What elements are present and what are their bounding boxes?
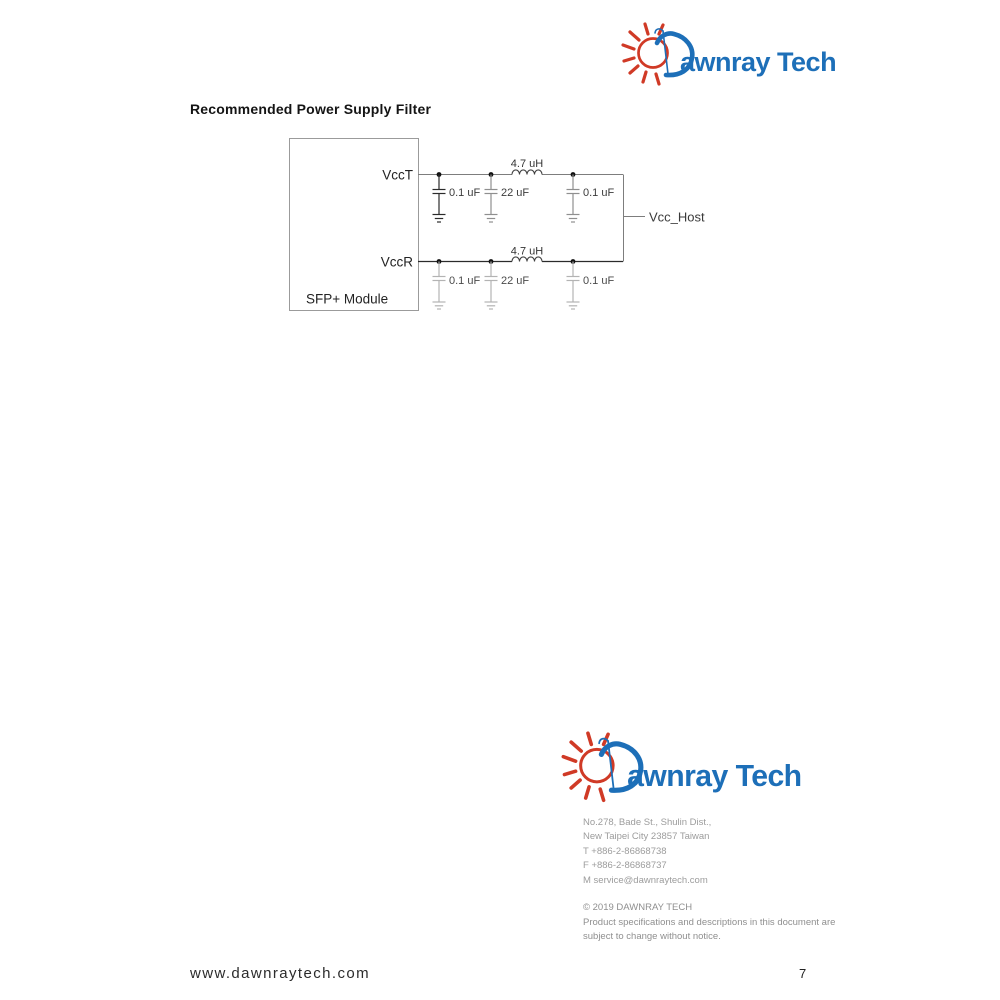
contact-info: [583, 816, 711, 888]
host-label: Vcc_Host: [649, 209, 705, 225]
contact-address-line: No.278, Bade St., Shulin Dist.,: [583, 817, 712, 828]
capacitor-icon: [567, 262, 580, 310]
brand-logo-bottom: [554, 722, 812, 807]
power-supply-filter-schematic: [278, 128, 723, 333]
cap-value: 0.1 uF: [583, 187, 615, 199]
footer-website-url: www.dawnraytech.com: [190, 965, 370, 982]
page-number: 7: [799, 966, 807, 981]
contact-phone: T +886-2-86868738: [583, 845, 667, 857]
sun-icon: [623, 24, 668, 84]
brand-logo-text: awnray Tech: [680, 47, 837, 77]
brand-logo-top: [615, 14, 845, 90]
legal-notice: [583, 901, 835, 945]
capacitor-icon: [485, 262, 498, 310]
disclaimer-line: subject to change without notice.: [583, 931, 721, 943]
cap-value: 22 uF: [501, 275, 530, 287]
filter-row-vcct: [418, 158, 623, 222]
contact-email: M service@dawnraytech.com: [583, 874, 708, 886]
port-label-vcct: VccT: [382, 167, 413, 183]
port-label-vccr: VccR: [380, 254, 413, 270]
capacitor-icon: [433, 262, 446, 310]
brand-logo-text: awnray Tech: [627, 759, 802, 793]
contact-address-line: New Taipei City 23857 Taiwan: [583, 831, 710, 843]
cap-value: 0.1 uF: [449, 187, 481, 199]
inductor-value: 4.7 uH: [510, 158, 544, 170]
capacitor-icon: [433, 175, 446, 223]
sfp-module-label: SFP+ Module: [306, 291, 389, 307]
inductor-value: 4.7 uH: [510, 245, 544, 258]
filter-row-vccr: [418, 246, 623, 310]
page-title: Recommended Power Supply Filter: [190, 101, 432, 117]
contact-fax: F +886-2-86868737: [583, 860, 667, 872]
sun-icon: [563, 733, 613, 800]
cap-value: 0.1 uF: [583, 275, 615, 287]
cap-value: 0.1 uF: [449, 275, 481, 287]
sfp-module-box: [290, 139, 419, 311]
inductor-icon: [512, 170, 542, 175]
capacitor-icon: [567, 175, 580, 223]
disclaimer-line: Product specifications and descriptions in this document are: [583, 916, 836, 928]
inductor-icon: [512, 257, 542, 262]
capacitor-icon: [485, 175, 498, 223]
cap-value: 22 uF: [501, 187, 530, 199]
copyright-line: © 2019 DAWNRAY TECH: [583, 902, 693, 913]
